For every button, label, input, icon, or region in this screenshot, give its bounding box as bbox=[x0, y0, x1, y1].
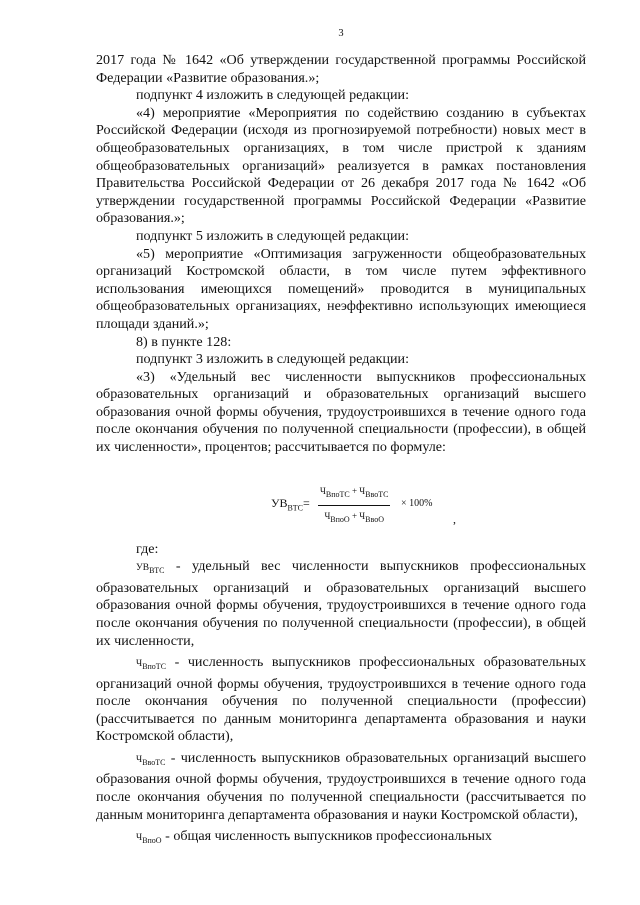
paragraph: подпункт 5 изложить в следующей редакции: bbox=[136, 227, 410, 244]
paragraph: 2017 года № 1642 «Об утверждении государственной программы Российской Федерации «Развитие образования.»; bbox=[96, 52, 586, 86]
paragraph: «4) мероприятие «Мероприятия по содействию созданию в субъектах Российской Федерации (исходя из прогнозируемой потребности) новых мест в общеобразовательных организациях, в том числе пристрой к зданиям общеобразовательных организаций» реализуется в рамках постановления Правительства Российской Федерации от 26 декабря 2017 года № 1642 «Об утверждении государственной программы Российской Федерации «Развитие образования.»; bbox=[96, 104, 586, 227]
definition: $Ч_{ВпоТС}$ - численность выпускников профессиональных образовательных организаций очной формы обучения, трудоустроившихся в течение одного года после окончания обучения по полученной специальности (профессии) (рассчитывается по данным мониторинга департамента образования и науки Костромской области), bbox=[96, 654, 586, 745]
definition: $Ч_{ВвоТС}$ - численность выпускников образовательных организаций высшего образования очной формы обучения, трудоустроившихся в течение одного года после окончания обучения по полученной специальности (рассчитывается по данным мониторинга департамента образования и науки Костромской области), bbox=[96, 749, 586, 823]
paragraph: «3) «Удельный вес численности выпускников профессиональных образовательных организаций и образовательных организаций высшего образования очной формы обучения, трудоустроившихся в течение одного года после окончания обучения по полученной специальности (профессии), в общей их численности», процентов; рассчитывается по формуле: bbox=[96, 368, 586, 456]
paragraph: 8) в пункте 128: bbox=[136, 333, 232, 350]
formula-numerator: $Ч_{ВпоТС} + Ч_{ВвоТС}$ bbox=[318, 483, 390, 506]
document-body bbox=[96, 52, 586, 850]
formula-fraction bbox=[318, 483, 390, 529]
definition-variable: $Ч_{ВпоТС}$ bbox=[136, 659, 167, 671]
paragraph: подпункт 3 изложить в следующей редакции: bbox=[136, 351, 410, 368]
formula-comma: , bbox=[453, 511, 456, 526]
definition: $Ч_{ВпоО}$ - общая численность выпускников профессиональных bbox=[136, 828, 492, 846]
definition: $УВ_{ВТС}$ - удельный вес численности выпускников профессиональных образовательных организаций и образовательных организаций высшего образования очной формы обучения, трудоустроившихся в течение одного года после окончания обучения по полученной специальности (профессии), в общей их численности, bbox=[96, 558, 586, 649]
formula-multiplier: × 100% bbox=[401, 497, 433, 509]
paragraph: подпункт 4 изложить в следующей редакции: bbox=[136, 87, 410, 104]
definition-variable: $Ч_{ВпоО}$ bbox=[136, 833, 162, 846]
formula-lhs: $УВ_{ВТС}=$ bbox=[271, 495, 310, 513]
formula bbox=[96, 465, 586, 537]
definition-variable: $УВ_{ВТС}$ bbox=[136, 563, 165, 576]
paragraph: «5) мероприятие «Оптимизация загруженности общеобразовательных организаций Костромской области, в том числе путем эффективного использования имеющихся помещений» проводится в муниципальных общеобразовательных организациях, неэффективно использующих имеющиеся площади зданий.»; bbox=[96, 245, 586, 332]
page-number: 3 bbox=[338, 28, 344, 39]
definition-variable: $Ч_{ВвоТС}$ bbox=[136, 754, 166, 767]
where-label: где: bbox=[136, 540, 159, 557]
formula-denominator: $Ч_{ВпоО} + Ч_{ВвоО}$ bbox=[324, 511, 384, 524]
